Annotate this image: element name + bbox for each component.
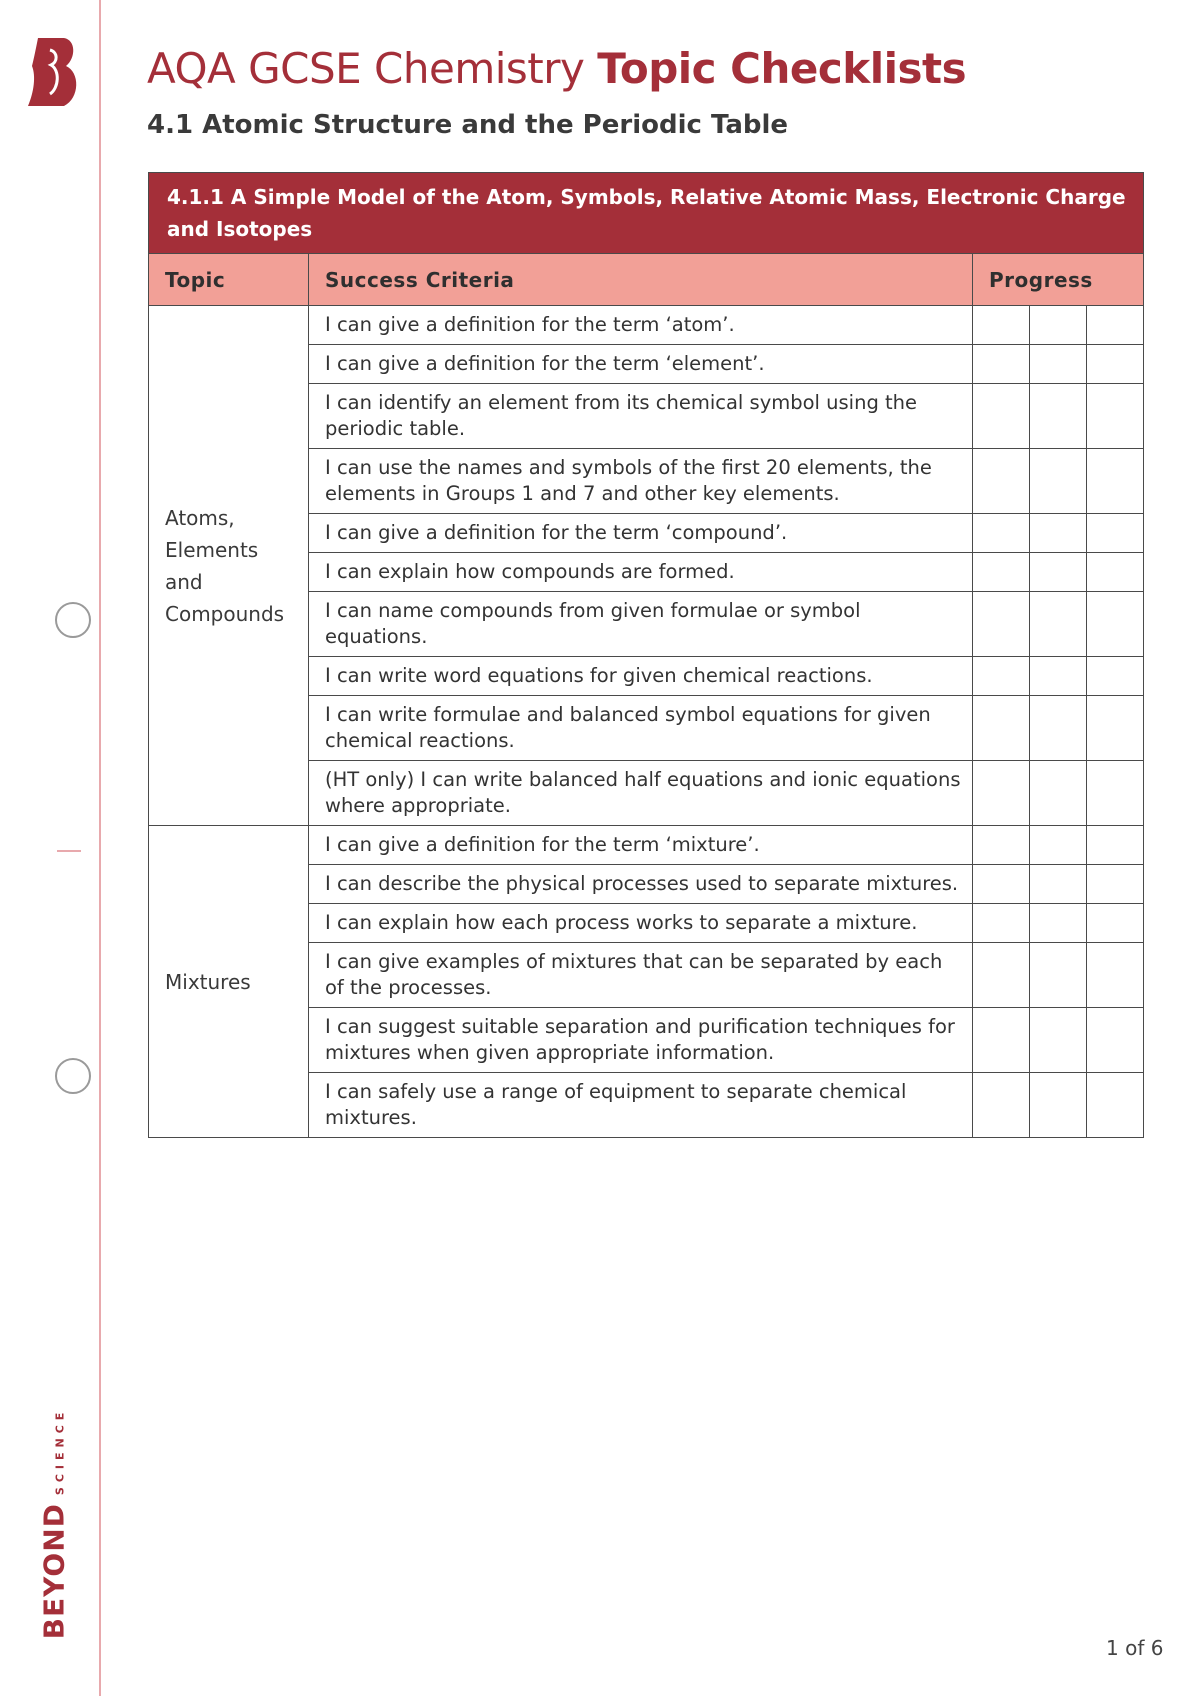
section-header-row [149,173,1144,254]
progress-checkbox[interactable] [973,449,1030,514]
progress-checkbox[interactable] [1030,345,1087,384]
progress-checkbox[interactable] [1087,514,1144,553]
progress-checkbox[interactable] [1030,943,1087,1008]
topic-cell: Atoms, Elements and Compounds [149,306,309,826]
page-subtitle: 4.1 Atomic Structure and the Periodic Table [147,110,789,140]
progress-checkbox[interactable] [1030,826,1087,865]
criteria-cell: I can write word equations for given chemical reactions. [309,657,973,696]
criteria-cell: I can give a definition for the term ‘atom’. [309,306,973,345]
criteria-cell: I can safely use a range of equipment to separate chemical mixtures. [309,1073,973,1138]
column-header-row [149,254,1144,306]
progress-checkbox[interactable] [1087,943,1144,1008]
progress-checkbox[interactable] [1030,657,1087,696]
criteria-cell: I can give examples of mixtures that can be separated by each of the processes. [309,943,973,1008]
progress-checkbox[interactable] [973,553,1030,592]
progress-checkbox[interactable] [1087,696,1144,761]
progress-checkbox[interactable] [1087,553,1144,592]
progress-checkbox[interactable] [1030,553,1087,592]
progress-checkbox[interactable] [973,1073,1030,1138]
progress-checkbox[interactable] [1030,1008,1087,1073]
criteria-cell: I can give a definition for the term ‘compound’. [309,514,973,553]
beyond-logo-icon [24,36,80,108]
progress-checkbox[interactable] [1087,1008,1144,1073]
progress-checkbox[interactable] [1030,449,1087,514]
criteria-cell: I can write formulae and balanced symbol equations for given chemical reactions. [309,696,973,761]
progress-checkbox[interactable] [973,592,1030,657]
fold-mark [57,850,81,852]
brand-wordmark [38,1400,70,1660]
brand-sub: SCIENCE [53,1407,67,1496]
topic-cell: Mixtures [149,826,309,1138]
progress-checkbox[interactable] [1087,826,1144,865]
criteria-cell: I can identify an element from its chemical symbol using the periodic table. [309,384,973,449]
progress-checkbox[interactable] [1030,514,1087,553]
criteria-cell: I can name compounds from given formulae or symbol equations. [309,592,973,657]
progress-checkbox[interactable] [1087,592,1144,657]
criteria-cell: I can use the names and symbols of the first 20 elements, the elements in Groups 1 and 7 and other key elements. [309,449,973,514]
progress-checkbox[interactable] [1030,384,1087,449]
progress-checkbox[interactable] [973,345,1030,384]
progress-checkbox[interactable] [973,657,1030,696]
progress-checkbox[interactable] [1087,345,1144,384]
progress-checkbox[interactable] [1030,865,1087,904]
table-row [149,826,1144,865]
progress-checkbox[interactable] [1030,306,1087,345]
margin-line [99,0,101,1696]
progress-checkbox[interactable] [973,761,1030,826]
progress-checkbox[interactable] [973,514,1030,553]
criteria-cell: I can give a definition for the term ‘element’. [309,345,973,384]
progress-checkbox[interactable] [973,306,1030,345]
criteria-cell: I can describe the physical processes used to separate mixtures. [309,865,973,904]
progress-checkbox[interactable] [1030,592,1087,657]
criteria-cell: I can give a definition for the term ‘mixture’. [309,826,973,865]
progress-checkbox[interactable] [1087,306,1144,345]
title-bold: Topic Checklists [597,44,967,93]
progress-checkbox[interactable] [1087,1073,1144,1138]
page-title [147,44,966,93]
progress-checkbox[interactable] [1030,696,1087,761]
progress-checkbox[interactable] [1087,384,1144,449]
criteria-cell: I can explain how compounds are formed. [309,553,973,592]
progress-checkbox[interactable] [1087,904,1144,943]
criteria-cell: I can explain how each process works to separate a mixture. [309,904,973,943]
progress-checkbox[interactable] [1030,904,1087,943]
topic-header: Topic [149,254,309,306]
progress-checkbox[interactable] [973,904,1030,943]
brand-name: BEYOND [37,1503,71,1640]
progress-checkbox[interactable] [973,943,1030,1008]
title-normal: AQA GCSE Chemistry [147,44,585,93]
table-row [149,306,1144,345]
punch-hole-top [55,602,91,638]
progress-checkbox[interactable] [1087,761,1144,826]
progress-checkbox[interactable] [1087,865,1144,904]
section-title: 4.1.1 A Simple Model of the Atom, Symbols, Relative Atomic Mass, Electronic Charge and Isotopes [149,173,1144,254]
progress-checkbox[interactable] [973,696,1030,761]
progress-checkbox[interactable] [973,1008,1030,1073]
progress-checkbox[interactable] [1087,449,1144,514]
progress-checkbox[interactable] [973,384,1030,449]
criteria-cell: (HT only) I can write balanced half equations and ionic equations where appropriate. [309,761,973,826]
progress-checkbox[interactable] [1030,761,1087,826]
progress-checkbox[interactable] [973,826,1030,865]
criteria-cell: I can suggest suitable separation and purification techniques for mixtures when given appropriate information. [309,1008,973,1073]
progress-checkbox[interactable] [1030,1073,1087,1138]
checklist-table [148,172,1144,1138]
criteria-header: Success Criteria [309,254,973,306]
page-number: 1 of 6 [1106,1636,1164,1660]
punch-hole-bottom [55,1058,91,1094]
progress-header: Progress [973,254,1144,306]
progress-checkbox[interactable] [1087,657,1144,696]
progress-checkbox[interactable] [973,865,1030,904]
